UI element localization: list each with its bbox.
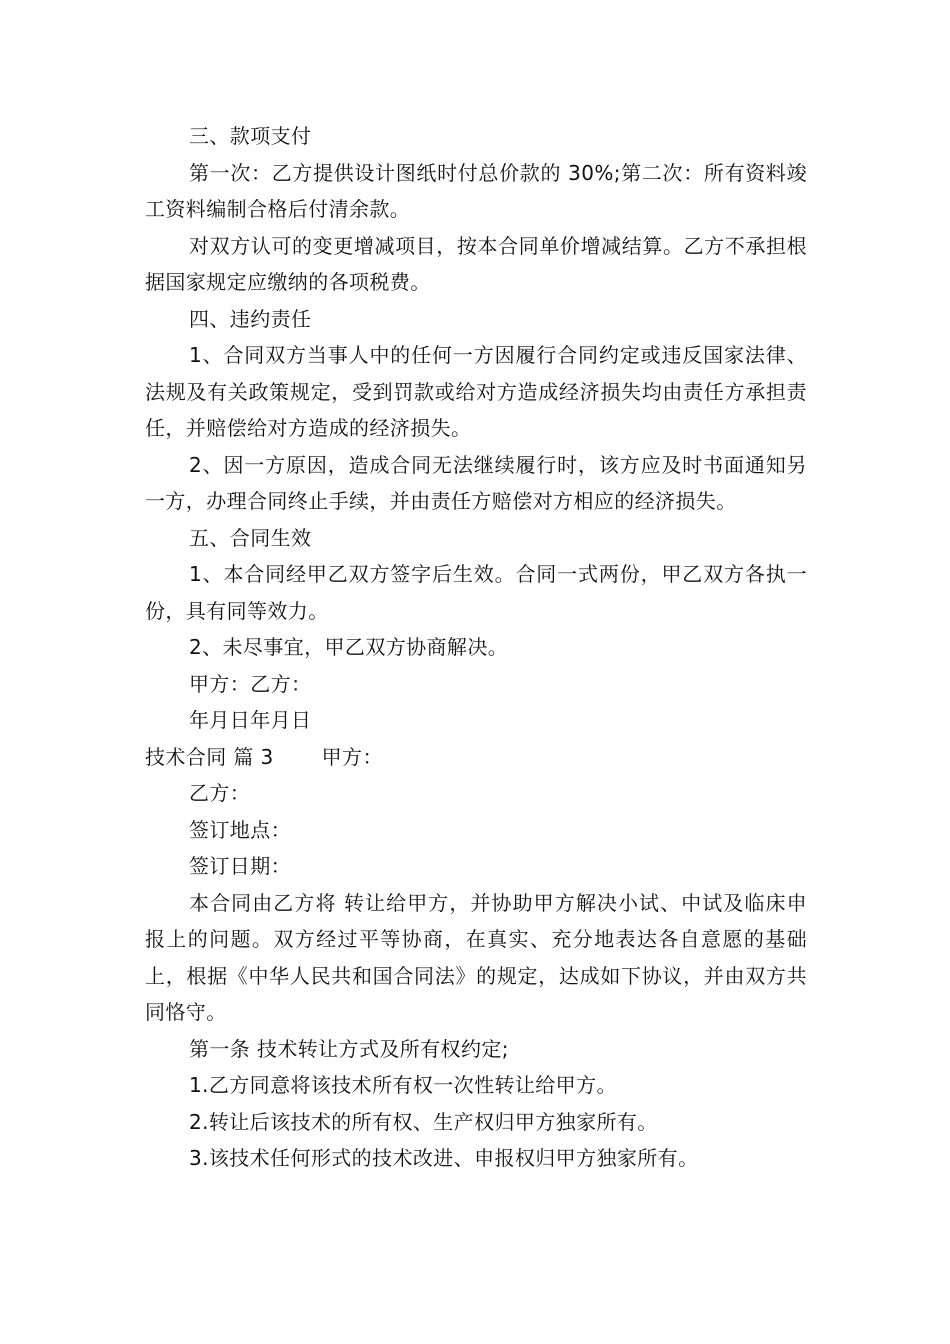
section-party-a: 甲方： bbox=[321, 744, 383, 769]
section-heading-line bbox=[145, 739, 807, 776]
paragraph-effect-2: 2、未尽事宜，甲乙双方协商解决。 bbox=[189, 635, 509, 659]
document-body bbox=[145, 118, 807, 1177]
signature-dates: 年月日年月日 bbox=[189, 708, 312, 732]
signature-parties: 甲方：乙方： bbox=[189, 671, 312, 696]
clause-3: 3.该技术任何形式的技术改进、申报权归甲方独家所有。 bbox=[189, 1146, 699, 1170]
field-party-b: 乙方： bbox=[189, 781, 251, 805]
paragraph-preamble: 本合同由乙方将 转让给甲方，并协助甲方解决小试、中试及临床申报上的问题。双方经过平等协商，在真实、充分地表达各自意愿的基础上，根据《中华人民共和国合同法》的规定，达成如下协议，并由双方共同恪守。 bbox=[145, 890, 807, 1024]
paragraph-effect-1: 1、本合同经甲乙双方签字后生效。合同一式两份，甲乙双方各执一份，具有同等效力。 bbox=[145, 562, 807, 623]
clause-1: 1.乙方同意将该技术所有权一次性转让给甲方。 bbox=[189, 1073, 617, 1097]
heading-article-1: 第一条 技术转让方式及所有权约定; bbox=[189, 1036, 509, 1061]
field-signing-place: 签订地点： bbox=[189, 817, 291, 842]
paragraph-liability-1: 1、合同双方当事人中的任何一方因履行合同约定或违反国家法律、法规及有关政策规定，受到罚款或给对方造成经济损失均由责任方承担责任，并赔偿给对方造成的经济损失。 bbox=[145, 343, 807, 440]
paragraph-liability-2: 2、因一方原因，造成合同无法继续履行时，该方应及时书面通知另一方，办理合同终止手续，并由责任方赔偿对方相应的经济损失。 bbox=[145, 452, 807, 513]
paragraph-payment-terms: 第一次：乙方提供设计图纸时付总价款的 30%;第二次：所有资料竣工资料编制合格后付清余款。 bbox=[145, 160, 807, 221]
heading-liability: 四、违约责任 bbox=[189, 306, 312, 331]
field-signing-date: 签订日期： bbox=[189, 854, 291, 878]
heading-effect: 五、合同生效 bbox=[189, 525, 312, 550]
clause-2: 2.转让后该技术的所有权、生产权归甲方独家所有。 bbox=[189, 1109, 658, 1134]
heading-payment: 三、款项支付 bbox=[189, 124, 312, 148]
paragraph-change-settlement: 对双方认可的变更增减项目，按本合同单价增减结算。乙方不承担根据国家规定应缴纳的各项税费。 bbox=[145, 233, 807, 294]
section-title: 技术合同 篇 3 bbox=[145, 744, 274, 769]
